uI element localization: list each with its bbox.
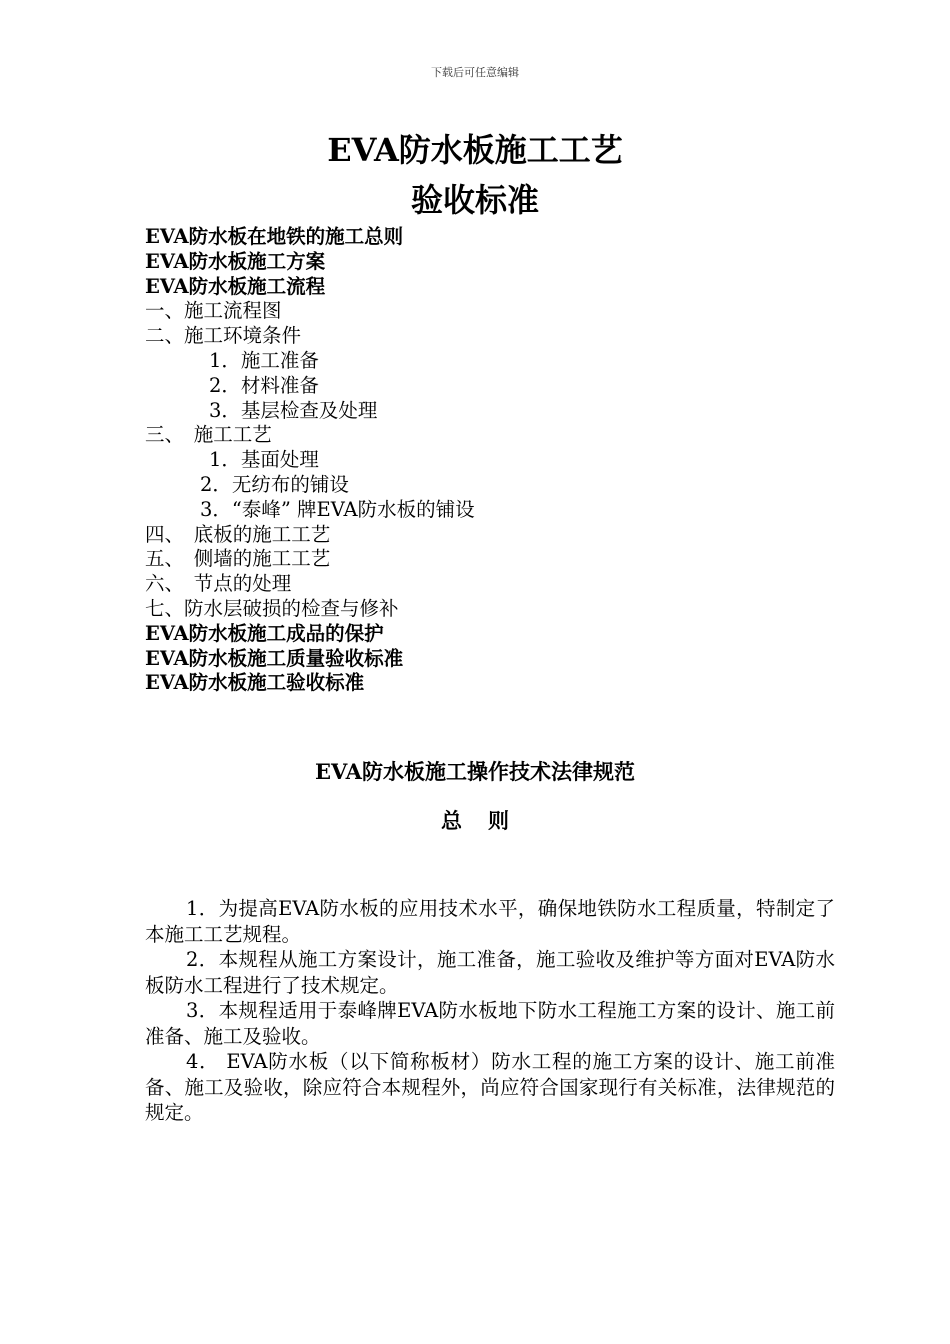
toc-item: 1．基面处理	[209, 448, 319, 472]
toc-item: EVA防水板施工质量验收标准	[145, 646, 404, 670]
toc-item: 3．基层检查及处理	[209, 398, 378, 422]
toc-item: EVA防水板在地铁的施工总则	[145, 225, 404, 248]
table-of-contents	[145, 225, 845, 696]
toc-item: 1．施工准备	[209, 348, 319, 372]
document-title: EVA防水板施工工艺	[327, 131, 623, 169]
body-paragraph: 1．为提高EVA防水板的应用技术水平，确保地铁防水工程质量，特制定了本施工工艺规程。	[145, 897, 835, 946]
toc-item: 一、施工流程图	[145, 299, 282, 323]
toc-item: EVA防水板施工验收标准	[145, 671, 365, 695]
section-heading: EVA防水板施工操作技术法律规范	[315, 759, 635, 784]
toc-item: 2．材料准备	[209, 373, 319, 397]
toc-item: 七、防水层破损的检查与修补	[145, 596, 399, 620]
page-header-note: 下载后可任意编辑	[431, 66, 519, 79]
toc-item: 五、 侧墙的施工工艺	[145, 547, 331, 571]
toc-item: 四、 底板的施工工艺	[145, 522, 331, 546]
toc-item: 2．无纺布的铺设	[200, 472, 349, 496]
body-paragraph: 3．本规程适用于泰峰牌EVA防水板地下防水工程施工方案的设计、施工前准备、施工及验收。	[145, 999, 835, 1048]
toc-item: EVA防水板施工成品的保护	[145, 621, 384, 645]
body-paragraph: 4． EVA防水板（以下简称板材）防水工程的施工方案的设计、施工前准备、施工及验收，除应符合本规程外，尚应符合国家现行有关标准，法律规范的规定。	[145, 1050, 835, 1124]
document-subtitle: 验收标准	[410, 181, 539, 219]
toc-item: EVA防水板施工流程	[145, 274, 326, 298]
toc-item: 三、 施工工艺	[145, 423, 272, 447]
toc-item: EVA防水板施工方案	[145, 249, 326, 273]
toc-item: 二、施工环境条件	[145, 324, 302, 348]
toc-item: 3．“泰峰” 牌EVA防水板的铺设	[200, 497, 475, 521]
toc-item: 六、 节点的处理	[145, 572, 292, 596]
body-paragraph: 2．本规程从施工方案设计，施工准备，施工验收及维护等方面对EVA防水板防水工程进行了技术规定。	[145, 948, 835, 997]
body-text	[145, 896, 835, 1126]
general-principles-heading: 总则	[441, 808, 535, 833]
